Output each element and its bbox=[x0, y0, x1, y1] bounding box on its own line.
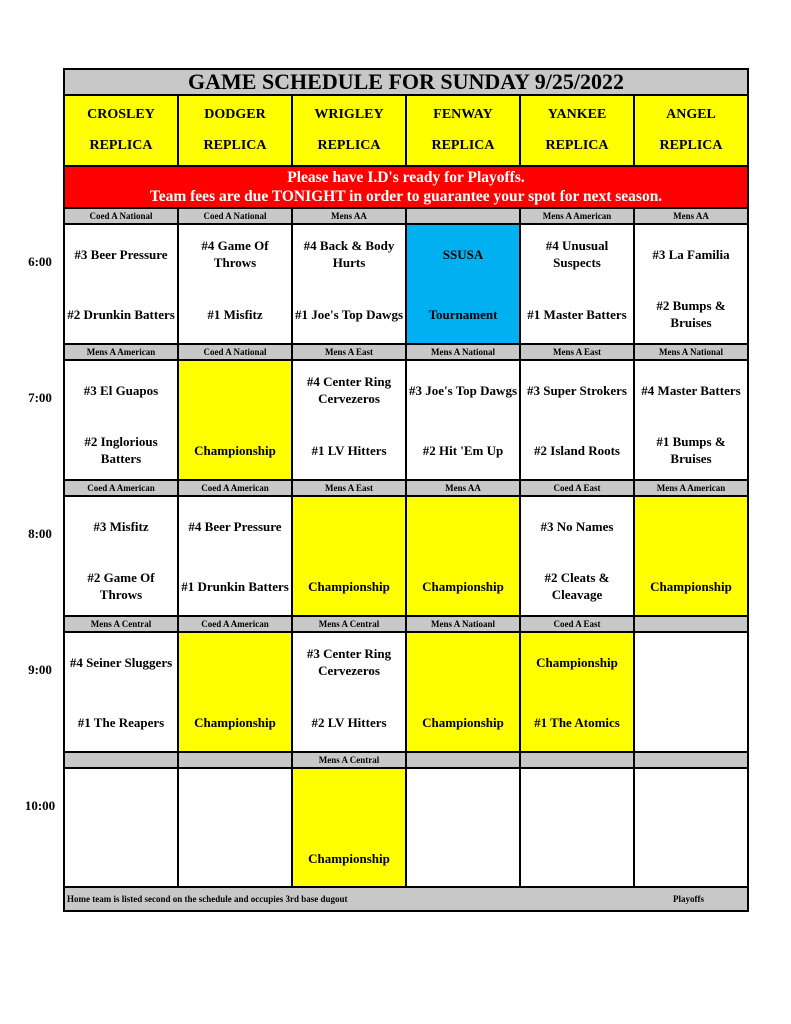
home-team: #1 Master Batters bbox=[527, 306, 627, 322]
home-team: #1 The Atomics bbox=[534, 714, 620, 730]
home-team bbox=[409, 833, 517, 883]
home-team: Championship bbox=[422, 578, 504, 594]
home-team: #2 Cleats & Cleavage bbox=[544, 570, 610, 602]
game-cell bbox=[179, 361, 293, 479]
visiting-team: #3 Center Ring Cervezeros bbox=[306, 646, 392, 678]
home-team: #1 Drunkin Batters bbox=[181, 578, 289, 594]
field-name: YANKEE bbox=[547, 107, 607, 123]
field-sub: REPLICA bbox=[431, 137, 495, 153]
home-team: Tournament bbox=[428, 306, 498, 322]
field-header-dodger bbox=[179, 96, 293, 165]
visiting-team bbox=[523, 773, 631, 823]
home-team: #1 Misfitz bbox=[207, 306, 263, 322]
home-team: Championship bbox=[194, 442, 276, 458]
game-cell bbox=[65, 633, 179, 751]
home-team: Championship bbox=[194, 714, 276, 730]
game-row bbox=[65, 497, 747, 617]
field-name: CROSLEY bbox=[87, 107, 155, 123]
game-cell bbox=[407, 225, 521, 343]
field-name: FENWAY bbox=[433, 107, 493, 123]
footer-note: Home team is listed second on the schedule and occupies 3rd base dugout bbox=[67, 894, 348, 904]
home-team: #1 LV Hitters bbox=[311, 442, 387, 458]
division-label bbox=[179, 753, 293, 767]
division-label: Coed A East bbox=[521, 481, 635, 495]
time-label: 9:00 bbox=[28, 662, 52, 677]
notice-line-2: Team fees are due TONIGHT in order to guarantee your spot for next season. bbox=[149, 188, 663, 205]
home-team bbox=[637, 697, 745, 747]
field-header-fenway bbox=[407, 96, 521, 165]
visiting-team: #4 Back & Body Hurts bbox=[303, 238, 395, 270]
home-team bbox=[67, 833, 175, 883]
game-row bbox=[65, 633, 747, 753]
field-header-crosley bbox=[65, 96, 179, 165]
visiting-team bbox=[637, 637, 745, 687]
division-label: Mens A Central bbox=[293, 617, 407, 631]
division-label: Mens AA bbox=[673, 211, 709, 221]
home-team: Championship bbox=[308, 578, 390, 594]
game-cell bbox=[407, 497, 521, 615]
game-cell bbox=[293, 225, 407, 343]
game-cell bbox=[179, 769, 293, 887]
game-cell bbox=[521, 361, 635, 479]
time-label: 8:00 bbox=[28, 526, 52, 541]
division-label: Coed A National bbox=[179, 345, 293, 359]
footer-bar bbox=[65, 886, 747, 910]
division-label: Coed A American bbox=[65, 481, 179, 495]
page-title: GAME SCHEDULE FOR SUNDAY 9/25/2022 bbox=[65, 70, 747, 96]
home-team bbox=[181, 833, 289, 883]
game-cell bbox=[293, 497, 407, 615]
home-team bbox=[523, 833, 631, 883]
game-cell bbox=[635, 497, 747, 615]
game-row bbox=[65, 769, 747, 889]
game-cell bbox=[65, 361, 179, 479]
visiting-team bbox=[409, 637, 517, 687]
division-label bbox=[407, 209, 521, 223]
division-label: Mens A National bbox=[407, 345, 521, 359]
home-team: #1 Bumps & Bruises bbox=[656, 434, 726, 466]
game-cell bbox=[521, 633, 635, 751]
visiting-team: #4 Seiner Sluggers bbox=[69, 654, 173, 670]
home-team: #2 Bumps & Bruises bbox=[656, 298, 726, 330]
visiting-team bbox=[295, 501, 403, 551]
notice-banner bbox=[65, 167, 747, 209]
game-cell bbox=[293, 633, 407, 751]
division-row bbox=[65, 345, 747, 361]
game-cell bbox=[521, 769, 635, 887]
division-label: Coed A American bbox=[179, 481, 293, 495]
home-team: Championship bbox=[650, 578, 732, 594]
home-team: Championship bbox=[308, 850, 390, 866]
home-team: #1 Joe's Top Dawgs bbox=[295, 306, 403, 322]
visiting-team bbox=[181, 773, 289, 823]
field-header-angel bbox=[635, 96, 747, 165]
game-cell bbox=[179, 633, 293, 751]
game-cell bbox=[407, 361, 521, 479]
visiting-team: #3 Misfitz bbox=[93, 518, 149, 534]
game-cell bbox=[65, 769, 179, 887]
game-cell bbox=[293, 769, 407, 887]
game-cell bbox=[65, 497, 179, 615]
game-row bbox=[65, 225, 747, 345]
visiting-team: #4 Game Of Throws bbox=[201, 238, 269, 270]
game-cell bbox=[407, 769, 521, 887]
division-label: Mens A American bbox=[656, 483, 726, 493]
division-label bbox=[635, 617, 747, 631]
game-cell bbox=[407, 633, 521, 751]
division-label: Mens AA bbox=[407, 481, 521, 495]
division-label: Mens A East bbox=[293, 345, 407, 359]
field-header-row bbox=[65, 96, 747, 167]
visiting-team: #3 Super Strokers bbox=[527, 382, 627, 398]
visiting-team bbox=[295, 773, 403, 823]
field-sub: REPLICA bbox=[203, 137, 267, 153]
division-label: Mens A Central bbox=[65, 617, 179, 631]
game-cell bbox=[521, 225, 635, 343]
visiting-team: #3 La Familia bbox=[652, 246, 730, 262]
visiting-team: #4 Beer Pressure bbox=[188, 518, 282, 534]
visiting-team bbox=[409, 501, 517, 551]
division-label: Mens A American bbox=[65, 345, 179, 359]
visiting-team: SSUSA bbox=[442, 246, 484, 262]
field-header-wrigley bbox=[293, 96, 407, 165]
field-name: ANGEL bbox=[666, 107, 716, 123]
game-cell bbox=[179, 225, 293, 343]
home-team: #2 Hit 'Em Up bbox=[422, 442, 504, 458]
visiting-team: Championship bbox=[536, 654, 618, 670]
field-sub: REPLICA bbox=[89, 137, 153, 153]
division-label bbox=[521, 753, 635, 767]
field-sub: REPLICA bbox=[659, 137, 723, 153]
division-row bbox=[65, 209, 747, 225]
visiting-team: #3 Beer Pressure bbox=[74, 246, 168, 262]
home-team: #2 Inglorious Batters bbox=[84, 434, 158, 466]
field-name: WRIGLEY bbox=[314, 107, 384, 123]
time-label: 6:00 bbox=[28, 254, 52, 269]
visiting-team bbox=[181, 365, 289, 415]
field-header-yankee bbox=[521, 96, 635, 165]
visiting-team: #4 Unusual Suspects bbox=[545, 238, 609, 270]
footer-legend: Playoffs bbox=[673, 894, 704, 904]
division-label: Mens AA bbox=[293, 209, 407, 223]
division-label bbox=[407, 753, 521, 767]
visiting-team: #4 Center Ring Cervezeros bbox=[306, 374, 392, 406]
home-team: Championship bbox=[422, 714, 504, 730]
division-label: Mens A East bbox=[293, 481, 407, 495]
home-team: #2 LV Hitters bbox=[311, 714, 387, 730]
division-label: Coed A National bbox=[65, 209, 179, 223]
game-cell bbox=[521, 497, 635, 615]
visiting-team bbox=[409, 773, 517, 823]
home-team: #1 The Reapers bbox=[77, 714, 165, 730]
home-team: #2 Game Of Throws bbox=[87, 570, 155, 602]
home-team: #2 Island Roots bbox=[534, 442, 620, 458]
division-label: Mens A East bbox=[521, 345, 635, 359]
game-cell bbox=[635, 769, 747, 887]
time-label: 10:00 bbox=[24, 798, 56, 813]
time-label: 7:00 bbox=[28, 390, 52, 405]
division-label: Coed A East bbox=[521, 617, 635, 631]
home-team bbox=[637, 833, 745, 883]
game-cell bbox=[635, 633, 747, 751]
home-team: #2 Drunkin Batters bbox=[67, 306, 175, 322]
division-label: Coed A American bbox=[179, 617, 293, 631]
visiting-team bbox=[67, 773, 175, 823]
game-cell bbox=[635, 361, 747, 479]
division-row bbox=[65, 481, 747, 497]
game-cell bbox=[65, 225, 179, 343]
game-cell bbox=[293, 361, 407, 479]
division-label: Coed A National bbox=[179, 209, 293, 223]
visiting-team: #4 Master Batters bbox=[641, 382, 741, 398]
division-row bbox=[65, 753, 747, 769]
division-label bbox=[65, 753, 179, 767]
game-row bbox=[65, 361, 747, 481]
visiting-team bbox=[637, 501, 745, 551]
visiting-team bbox=[637, 773, 745, 823]
division-label bbox=[635, 753, 747, 767]
game-cell bbox=[635, 225, 747, 343]
visiting-team: #3 Joe's Top Dawgs bbox=[409, 382, 517, 398]
division-label: Mens A Central bbox=[293, 753, 407, 767]
schedule-sheet bbox=[63, 68, 749, 912]
division-row bbox=[65, 617, 747, 633]
division-label: Mens A National bbox=[658, 347, 723, 357]
visiting-team: #3 El Guapos bbox=[83, 382, 159, 398]
notice-line-1: Please have I.D's ready for Playoffs. bbox=[287, 169, 525, 186]
division-label: Mens A Natioanl bbox=[407, 617, 521, 631]
field-sub: REPLICA bbox=[317, 137, 381, 153]
field-name: DODGER bbox=[204, 107, 266, 123]
visiting-team: #3 No Names bbox=[540, 518, 614, 534]
field-sub: REPLICA bbox=[545, 137, 609, 153]
division-label: Mens A American bbox=[521, 209, 635, 223]
visiting-team bbox=[181, 637, 289, 687]
game-cell bbox=[179, 497, 293, 615]
